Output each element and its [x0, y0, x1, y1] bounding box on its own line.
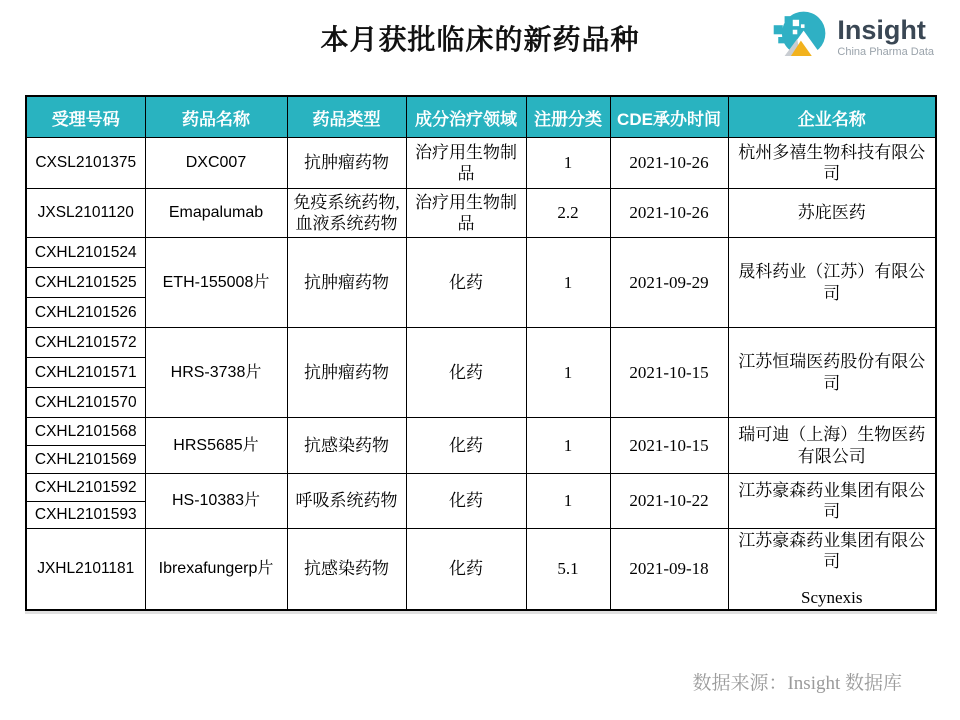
cde-date-cell: 2021-10-15 [610, 418, 728, 474]
company-name: 瑞可迪（上海）生物医药有限公司 [738, 425, 926, 466]
col-header-registration-class: 注册分类 [526, 96, 610, 138]
acceptance-number-cell: JXHL2101181 [26, 529, 145, 610]
treatment-area-cell: 治疗用生物制品 [406, 138, 526, 189]
col-header-acceptance-number: 受理号码 [26, 96, 145, 138]
treatment-area-cell: 治疗用生物制品 [406, 189, 526, 238]
treatment-area-cell: 化药 [406, 474, 526, 529]
cde-date-cell: 2021-10-26 [610, 189, 728, 238]
company-name: 江苏豪森药业集团有限公司 [738, 480, 926, 521]
insight-pie-icon [771, 8, 829, 66]
cde-date-cell: 2021-10-15 [610, 328, 728, 418]
acceptance-number-cell: CXHL2101592 [26, 474, 145, 502]
cde-date-cell: 2021-09-18 [610, 529, 728, 610]
logo-tagline: China Pharma Data [837, 45, 934, 58]
registration-class-cell: 2.2 [526, 189, 610, 238]
acceptance-number-cell: CXHL2101524 [26, 238, 145, 268]
drug-type-cell: 抗肿瘤药物 [287, 328, 406, 418]
treatment-area-cell: 化药 [406, 529, 526, 610]
company-name: 晟科药业（江苏）有限公司 [738, 262, 926, 303]
insight-logo [771, 8, 934, 66]
drug-approval-table [25, 95, 937, 611]
company-cell [728, 189, 936, 238]
acceptance-number-cell: CXHL2101569 [26, 446, 145, 474]
col-header-drug-type: 药品类型 [287, 96, 406, 138]
table-row [26, 238, 936, 268]
col-header-cde-date: CDE承办时间 [610, 96, 728, 138]
drug-type-cell: 抗感染药物 [287, 418, 406, 474]
registration-class-cell: 1 [526, 138, 610, 189]
company-cell [728, 238, 936, 328]
table-row [26, 474, 936, 502]
registration-class-cell: 1 [526, 474, 610, 529]
drug-type-cell: 抗肿瘤药物 [287, 138, 406, 189]
cde-date-cell: 2021-10-26 [610, 138, 728, 189]
data-source-note: 数据来源：Insight 数据库 [692, 673, 902, 694]
table-header-row [26, 96, 936, 138]
col-header-company: 企业名称 [728, 96, 936, 138]
drug-name-cell: ETH-155008片 [145, 238, 287, 328]
acceptance-number-cell: CXHL2101526 [26, 298, 145, 328]
cde-date-cell: 2021-09-29 [610, 238, 728, 328]
drug-type-cell: 抗肿瘤药物 [287, 238, 406, 328]
drug-type-cell: 免疫系统药物,血液系统药物 [287, 189, 406, 238]
table-row [26, 138, 936, 189]
company-name: 江苏恒瑞医药股份有限公司 [738, 352, 926, 393]
insight-logo-text [837, 16, 934, 57]
drug-name-cell: Emapalumab [145, 189, 287, 238]
drug-name-cell: HRS5685片 [145, 418, 287, 474]
company-name: 杭州多禧生物科技有限公司 [738, 142, 926, 183]
registration-class-cell: 1 [526, 238, 610, 328]
company-name: 苏庇医药 [797, 203, 866, 223]
registration-class-cell: 1 [526, 418, 610, 474]
drug-name-cell: DXC007 [145, 138, 287, 189]
drug-type-cell: 抗感染药物 [287, 529, 406, 610]
col-header-drug-name: 药品名称 [145, 96, 287, 138]
acceptance-number-cell: CXHL2101525 [26, 268, 145, 298]
table-row [26, 418, 936, 446]
col-header-treatment-area: 成分治疗领域 [406, 96, 526, 138]
acceptance-number-cell: JXSL2101120 [26, 189, 145, 238]
drug-name-cell: HS-10383片 [145, 474, 287, 529]
company-cell [728, 474, 936, 529]
acceptance-number-cell: CXHL2101572 [26, 328, 145, 358]
table-row [26, 189, 936, 238]
company-extra-name: Scynexis [801, 587, 863, 607]
registration-class-cell: 5.1 [526, 529, 610, 610]
company-cell [728, 529, 936, 610]
company-cell [728, 328, 936, 418]
acceptance-number-cell: CXSL2101375 [26, 138, 145, 189]
acceptance-number-cell: CXHL2101570 [26, 388, 145, 418]
treatment-area-cell: 化药 [406, 328, 526, 418]
acceptance-number-cell: CXHL2101593 [26, 502, 145, 529]
registration-class-cell: 1 [526, 328, 610, 418]
company-name: 江苏豪森药业集团有限公司 [738, 531, 926, 572]
table-row [26, 529, 936, 610]
logo-wordmark: Insight [837, 15, 926, 46]
acceptance-number-cell: CXHL2101568 [26, 418, 145, 446]
treatment-area-cell: 化药 [406, 238, 526, 328]
company-cell [728, 418, 936, 474]
company-cell [728, 138, 936, 189]
drug-name-cell: Ibrexafungerp片 [145, 529, 287, 610]
treatment-area-cell: 化药 [406, 418, 526, 474]
page-title: 本月获批临床的新药品种 [320, 24, 640, 55]
drug-type-cell: 呼吸系统药物 [287, 474, 406, 529]
drug-name-cell: HRS-3738片 [145, 328, 287, 418]
acceptance-number-cell: CXHL2101571 [26, 358, 145, 388]
cde-date-cell: 2021-10-22 [610, 474, 728, 529]
table-row [26, 328, 936, 358]
